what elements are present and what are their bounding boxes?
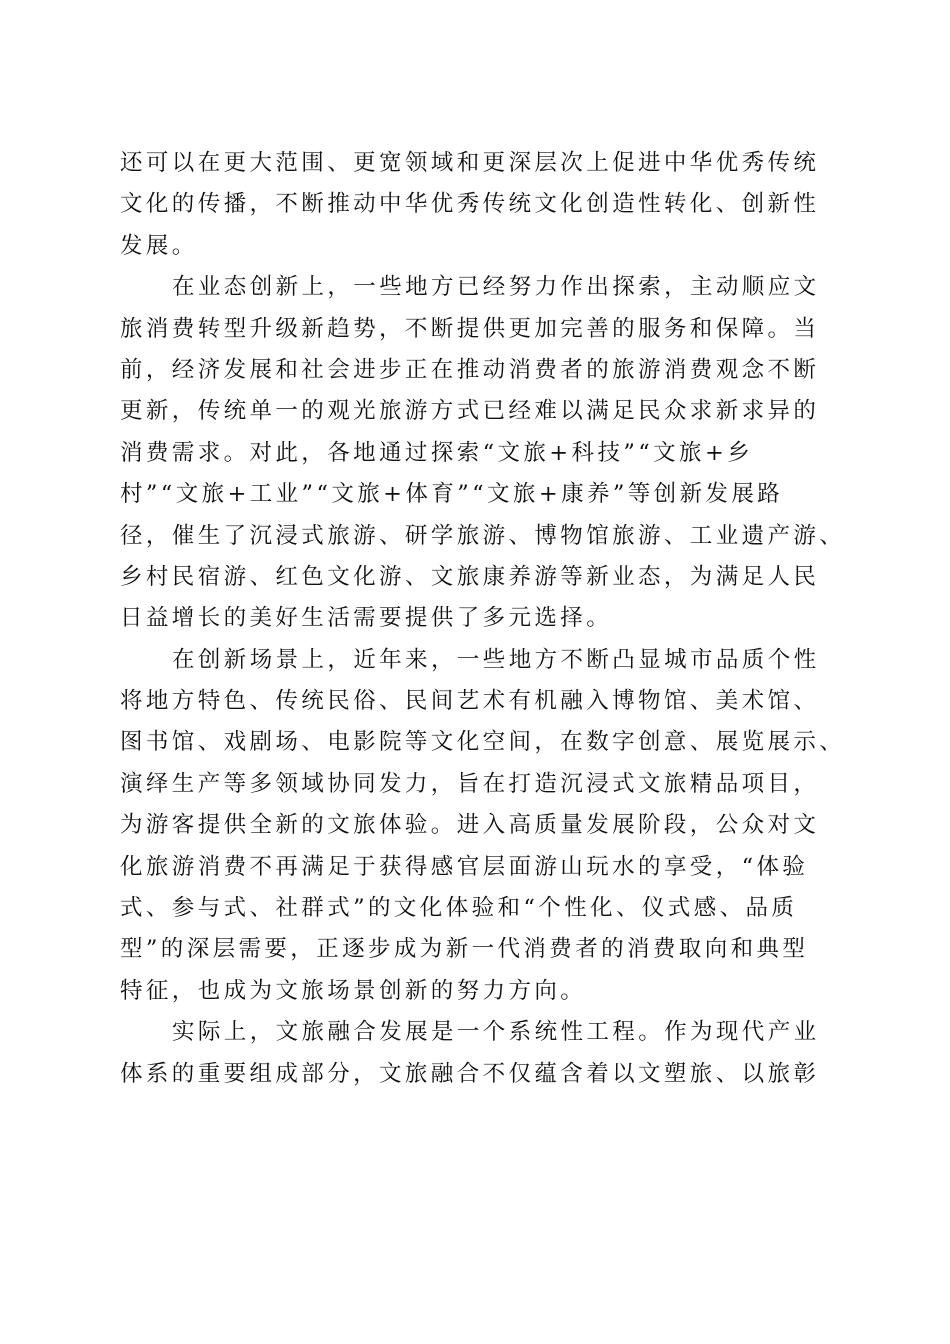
- text-line: 日益增长的美好生活需要提供了多元选择。: [120, 605, 613, 632]
- text-line: 发展。: [120, 232, 198, 259]
- text-line: 村”“文旅+工业”“文旅+体育”“文旅+康养”等创新发展路: [120, 481, 784, 508]
- text-line: 演绎生产等多领域协同发力，旨在打造沉浸式文旅精品项目，: [120, 770, 820, 797]
- text-line: 消费需求。对此，各地通过探索“文旅+科技”“文旅+乡: [120, 439, 754, 466]
- paragraph-4: [120, 1012, 840, 1095]
- text-line: 文化的传播，不断推动中华优秀传统文化创造性转化、创新性: [120, 191, 820, 218]
- text-line: 乡村民宿游、红色文化游、文旅康养游等新业态，为满足人民: [120, 563, 820, 590]
- text-line: 型”的深层需要，正逐步成为新一代消费者的消费取向和典型: [120, 936, 809, 963]
- text-line: 在业态创新上，一些地方已经努力作出探索，主动顺应文: [172, 274, 820, 301]
- text-line: 前，经济发展和社会进步正在推动消费者的旅游消费观念不断: [120, 356, 820, 383]
- paragraph-3: [120, 640, 846, 1013]
- text-line: 在创新场景上，近年来，一些地方不断凸显城市品质个性: [172, 646, 820, 673]
- text-line: 将地方特色、传统民俗、民间艺术有机融入博物馆、美术馆、: [120, 688, 820, 715]
- text-line: 化旅游消费不再满足于获得感官层面游山玩水的享受，“体验: [120, 853, 809, 880]
- text-line: 旅消费转型升级新趋势，不断提供更加完善的服务和保障。当: [120, 315, 820, 342]
- paragraph-1: [120, 143, 840, 267]
- text-line: 特征，也成为文旅场景创新的努力方向。: [120, 977, 587, 1004]
- text-line: 图书馆、戏剧场、电影院等文化空间，在数字创意、展览展示、: [120, 729, 846, 756]
- text-line: 径，催生了沉浸式旅游、研学旅游、博物馆旅游、工业遗产游、: [120, 522, 846, 549]
- document-body: [120, 143, 846, 1095]
- text-line: 体系的重要组成部分，文旅融合不仅蕴含着以文塑旅、以旅彰: [120, 1060, 820, 1087]
- text-line: 式、参与式、社群式”的文化体验和“个性化、仪式感、品质: [120, 895, 798, 922]
- paragraph-2: [120, 267, 846, 640]
- text-line: 实际上，文旅融合发展是一个系统性工程。作为现代产业: [172, 1019, 820, 1046]
- text-line: 为游客提供全新的文旅体验。进入高质量发展阶段，公众对文: [120, 812, 820, 839]
- text-line: 还可以在更大范围、更宽领域和更深层次上促进中华优秀传统: [120, 150, 820, 176]
- text-line: 更新，传统单一的观光旅游方式已经难以满足民众求新求异的: [120, 398, 820, 425]
